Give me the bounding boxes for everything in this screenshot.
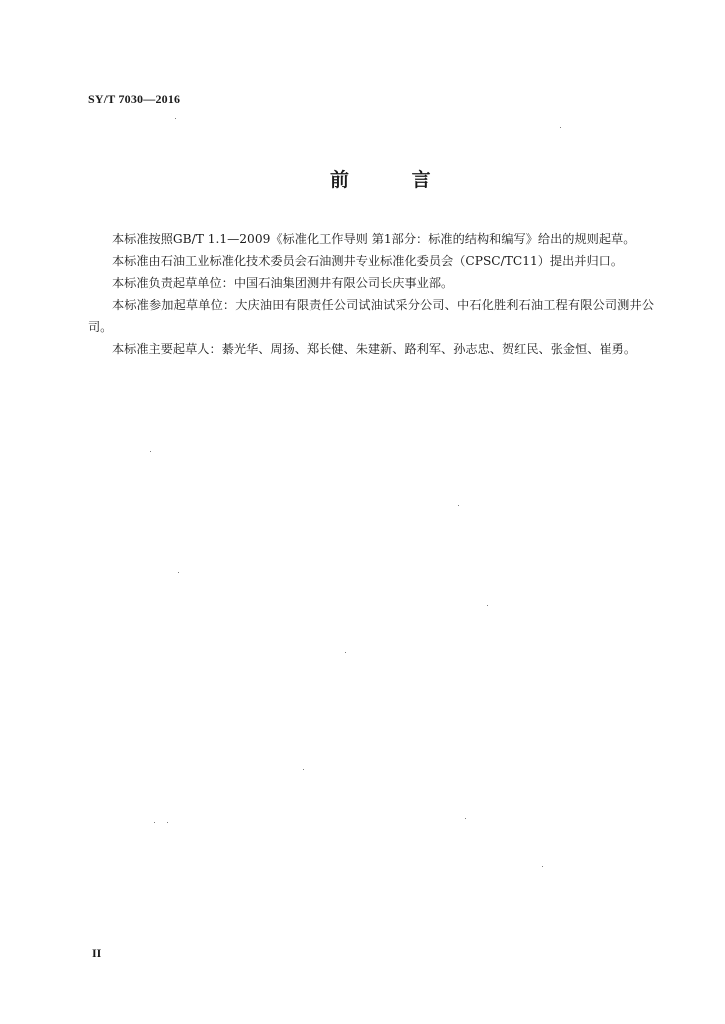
- scan-speck: [303, 769, 304, 770]
- scan-speck: [178, 572, 179, 573]
- scan-speck: [458, 505, 459, 506]
- scan-speck: [465, 818, 466, 819]
- paragraph-main-authors: 本标准主要起草人：綦光华、周扬、郑长健、朱建新、路利军、孙志忠、贺红民、张金恒、崔勇。: [112, 342, 637, 356]
- page-number: II: [92, 946, 102, 960]
- scan-speck: [150, 451, 151, 452]
- scan-speck: [167, 822, 168, 823]
- scan-speck: [345, 652, 346, 653]
- foreword-body: [88, 228, 654, 360]
- scan-speck: [487, 605, 488, 606]
- scan-speck: [542, 866, 543, 867]
- paragraph-participating-drafters: 本标准参加起草单位：大庆油田有限责任公司试油试采分公司、中石化胜利石油工程有限公司测井公司。: [88, 298, 654, 334]
- paragraph-drafting-rules: 本标准按照GB/T 1.1—2009《标准化工作导则 第1部分：标准的结构和编写》给出的规则起草。: [112, 232, 636, 246]
- paragraph-proposer: 本标准由石油工业标准化技术委员会石油测井专业标准化委员会（CPSC/TC11）提出并归口。: [112, 254, 624, 268]
- paragraph-lead-drafter: 本标准负责起草单位：中国石油集团测井有限公司长庆事业部。: [112, 276, 454, 290]
- standard-code: SY/T 7030—2016: [88, 92, 181, 106]
- scan-speck: [154, 822, 155, 823]
- scan-speck: [175, 118, 176, 119]
- scan-speck: [560, 127, 561, 128]
- page-title: 前 言: [330, 169, 459, 191]
